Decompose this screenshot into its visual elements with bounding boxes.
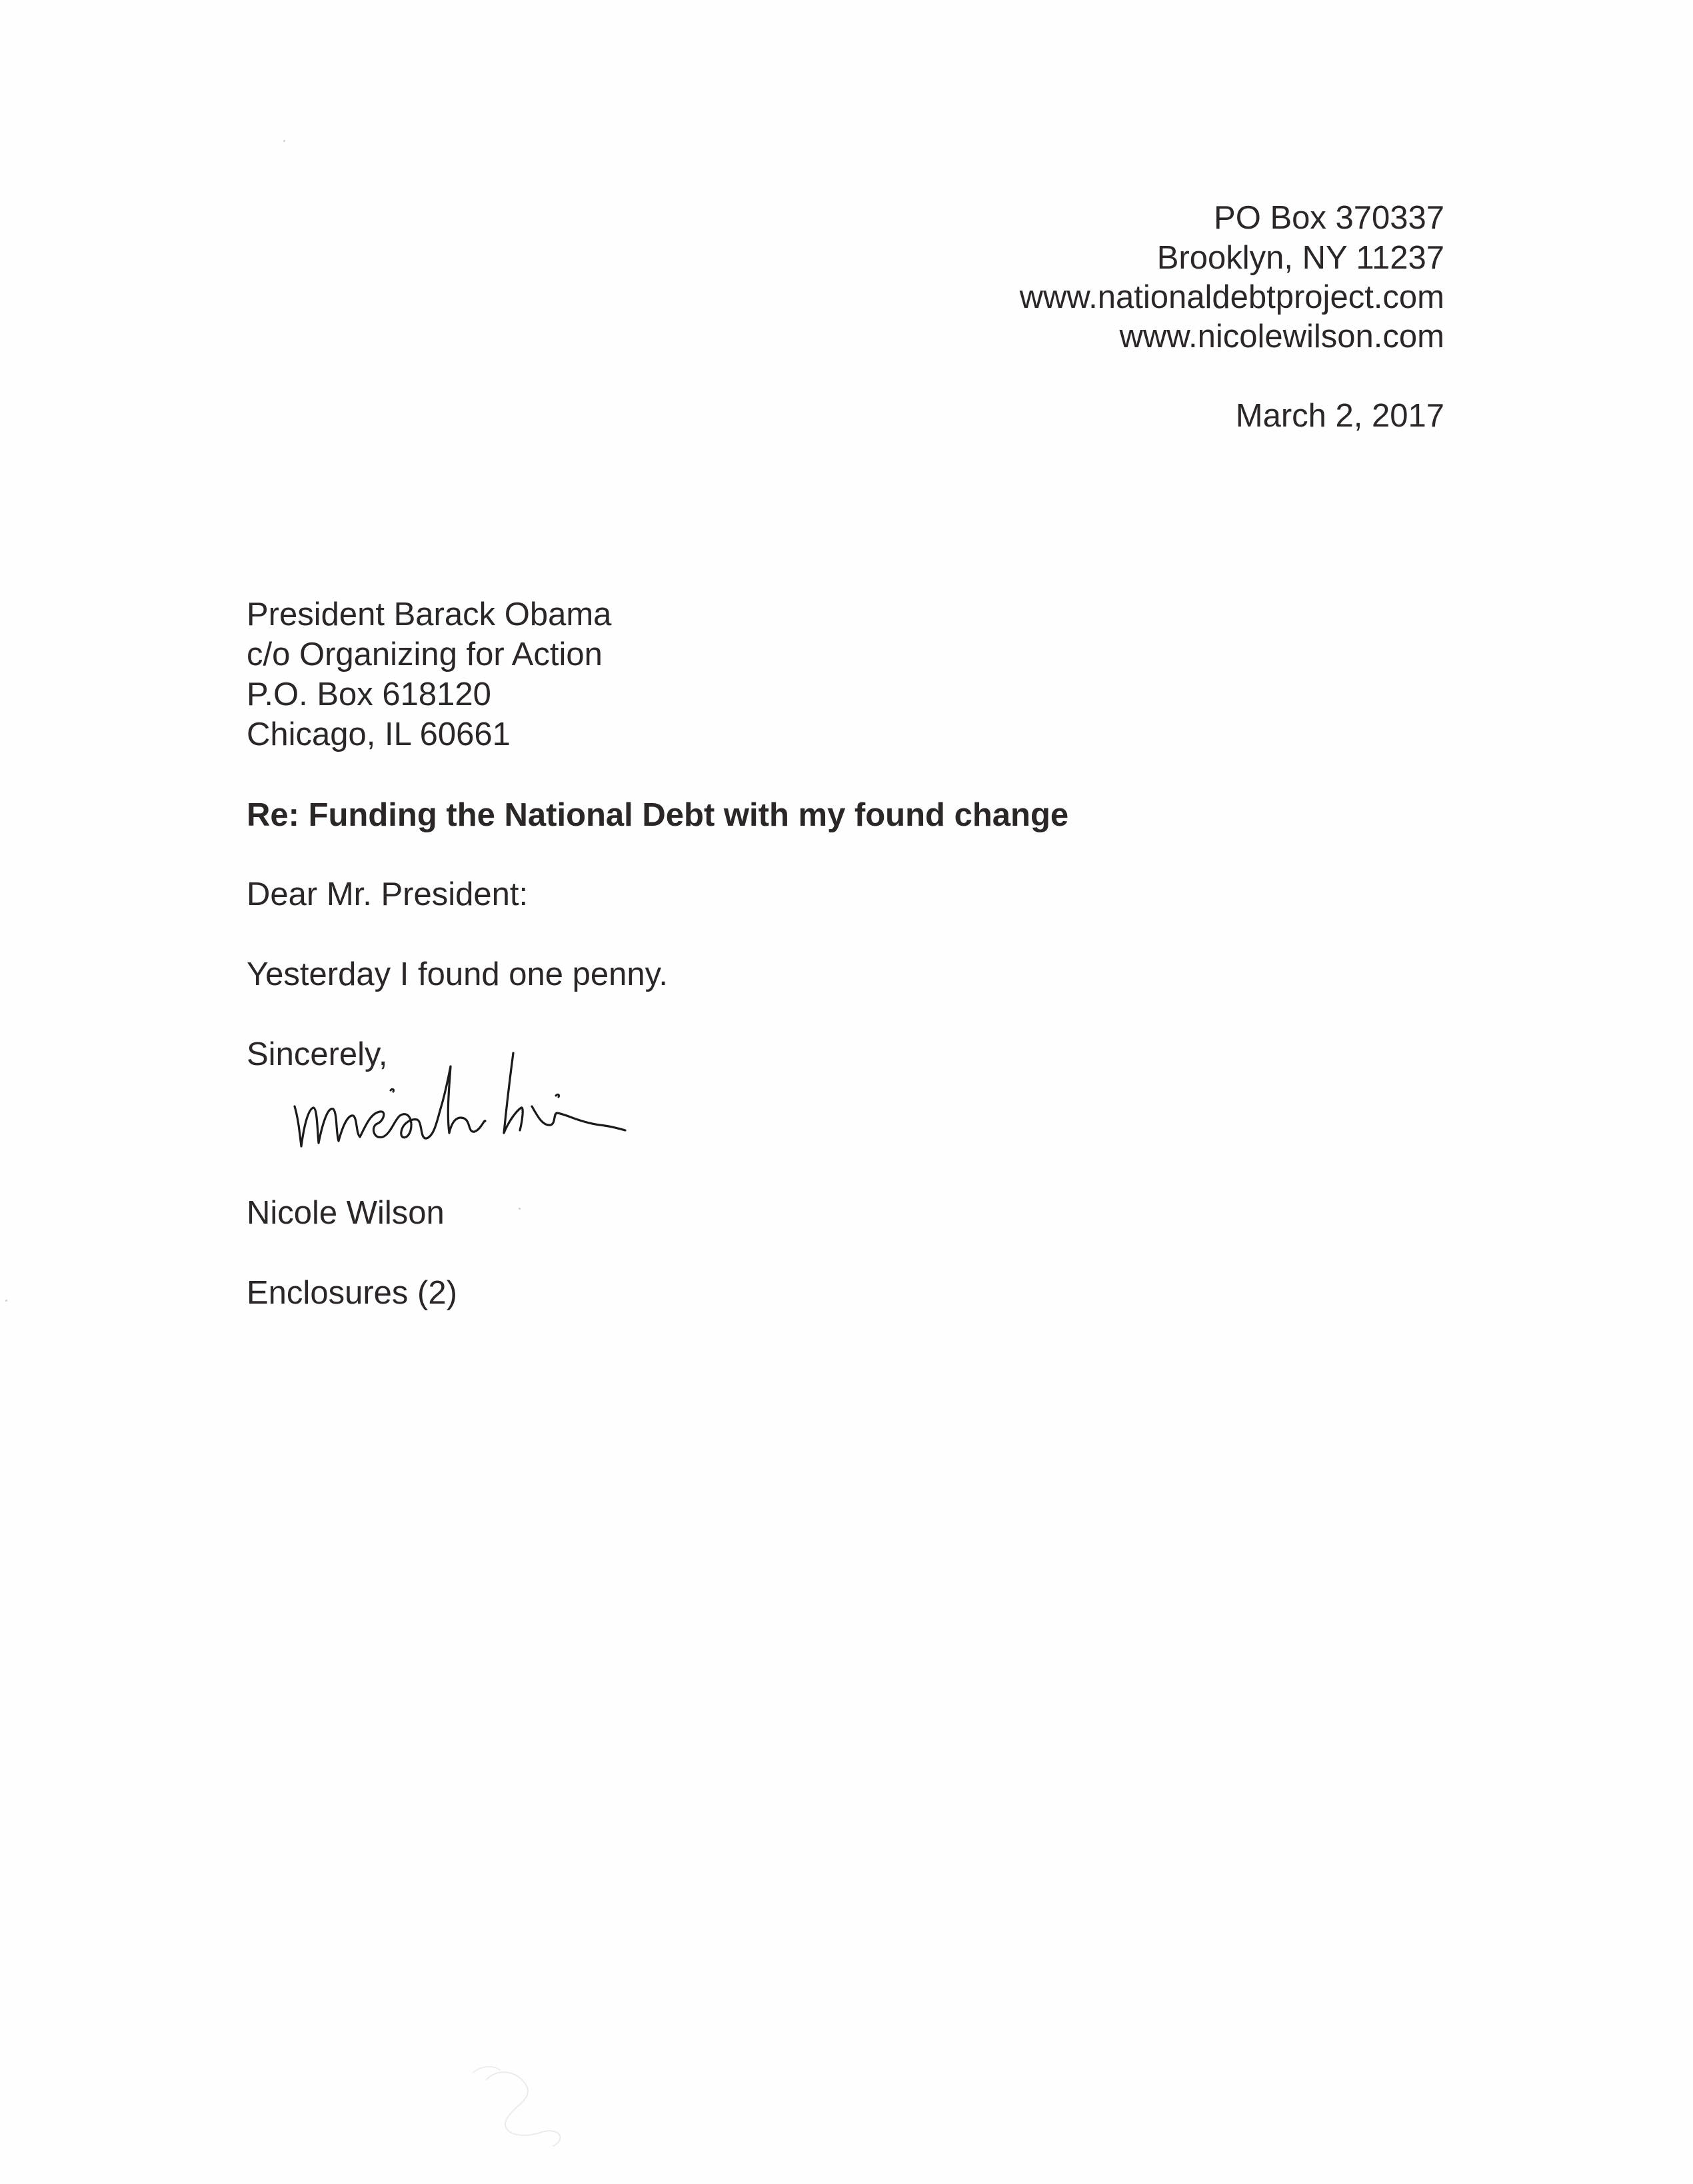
letter-date: March 2, 2017 [1235, 398, 1444, 434]
closing: Sincerely, [247, 1036, 388, 1072]
recipient-care-of: c/o Organizing for Action [247, 636, 603, 672]
subject-line: Re: Funding the National Debt with my found change [247, 797, 1069, 833]
enclosures-note: Enclosures (2) [247, 1275, 457, 1311]
handwritten-signature-icon [287, 1046, 647, 1163]
scan-speck [5, 1300, 7, 1302]
scan-speck [283, 140, 285, 142]
salutation: Dear Mr. President: [247, 876, 529, 912]
letter-body: Yesterday I found one penny. [247, 956, 669, 992]
recipient-city-state-zip: Chicago, IL 60661 [247, 716, 511, 752]
recipient-name: President Barack Obama [247, 596, 612, 632]
sender-address-line1: PO Box 370337 [1214, 200, 1444, 236]
faint-scribble-mark-icon [460, 2046, 607, 2153]
signer-name: Nicole Wilson [247, 1195, 445, 1231]
sender-website-2: www.nicolewilson.com [1119, 319, 1444, 355]
scan-speck [519, 1208, 521, 1210]
recipient-po-box: P.O. Box 618120 [247, 676, 491, 712]
sender-website-1: www.nationaldebtproject.com [1019, 279, 1444, 315]
sender-address-line2: Brooklyn, NY 11237 [1156, 240, 1444, 276]
